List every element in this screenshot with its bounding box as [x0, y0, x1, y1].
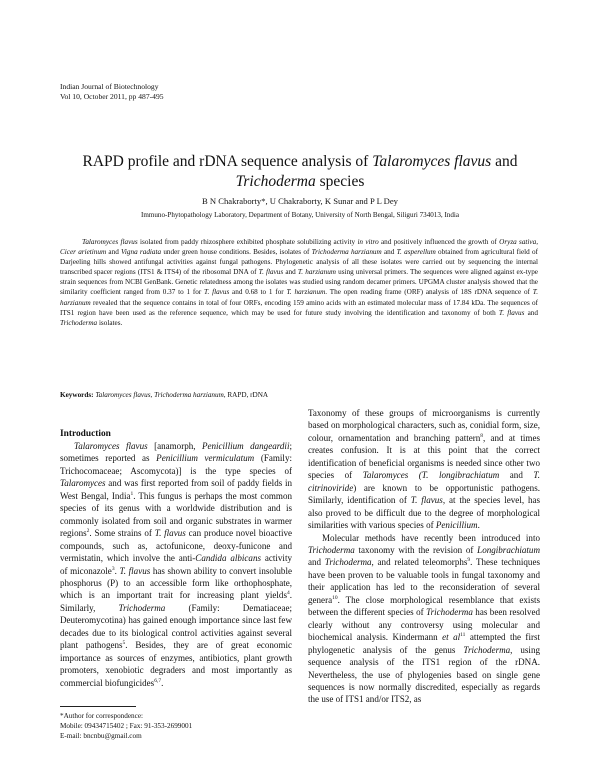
text-run: ) are known to be opportunistic pathogens. Similarly, identification of: [308, 482, 540, 506]
italic-term: in vitro: [357, 238, 379, 246]
reference-number: 5: [122, 640, 126, 647]
italic-term: Trichoderma: [60, 318, 98, 327]
text-run: . This fungus is perhaps the most common species of its genus with a worldwide distribution and is commonly isolated from soil and organic substrates in warmer regions: [60, 490, 292, 539]
reference-number: 2: [86, 528, 90, 535]
text-run: Molecular methods have recently been introduced into: [322, 532, 540, 543]
italic-term: T. citrinoviride: [308, 470, 540, 493]
right-column: [308, 407, 540, 706]
text-run: , at the species level, has also proved to be difficult due to the degree of morphological similarities with various species of: [308, 495, 541, 531]
text-run: can produce novel bioactive compounds, such as, actofunicone, deoxy-funicone and vermistatin, which involve the anti-: [60, 528, 292, 564]
italic-term: Trichoderma harzianum: [311, 248, 382, 257]
reference-number: 10: [332, 594, 338, 601]
text-run: has shown ability to convert insoluble phosphorus (P) to an accessible form like orthophosphate, which is an important trait for increasing plant yields: [60, 565, 292, 601]
text-run: and: [283, 268, 298, 277]
reference-number: 4: [286, 590, 290, 597]
italic-term: T. harzianum: [297, 268, 336, 277]
italic-term: Trichoderma: [118, 602, 166, 613]
text-run: isolated from paddy rhizosphere exhibited phosphate solubilizing activity: [137, 238, 358, 246]
footnote-label: *Author for correspondence:: [60, 712, 144, 720]
left-column: [60, 407, 292, 689]
keywords-list: [94, 391, 269, 399]
text-run: and: [381, 248, 397, 257]
author-list: B N Chakraborty*, U Chakraborty, K Sunar and P L Dey: [202, 196, 398, 206]
title-part-1: RAPD profile and rDNA sequence analysis of: [82, 153, 373, 170]
text-run: . Besides, they are of great economic importance as sources of enzymes, antibiotics, plant growth promoters, xenobiotic degraders and most importantly as commercial biofungicides: [60, 640, 292, 688]
italic-term: Penicillium: [435, 520, 478, 531]
paragraph: [60, 440, 292, 689]
italic-term: Penicillium vermiculatum: [156, 453, 255, 464]
journal-name: Indian Journal of Biotechnology: [60, 82, 159, 91]
reference-number: 8: [480, 432, 484, 439]
reference-number: 6,7: [154, 677, 162, 684]
text-run: . The close morphological resemblance that exists between the different species of: [308, 594, 540, 618]
italic-term: T. harzianum: [286, 288, 326, 297]
text-run: . These techniques have been proven to be valuable tools in fungal taxonomy and their application has led to the reconsideration of several genera: [308, 557, 540, 605]
text-run: (Family: Dematiaceae; Deuteromycotina) has gained enough importance since last few decades due to its biological control activities against several plant pathogens: [60, 602, 292, 651]
italic-term: Trichoderma harzianum: [154, 391, 224, 399]
footnote-phone: Mobile: 09434715402 ; Fax: 91-353-2699001: [60, 721, 193, 730]
text-run: (Family: Trichocomaceae; Ascomycota)] is the type species of: [60, 453, 292, 476]
journal-header: [60, 82, 164, 102]
text-run: and: [106, 248, 122, 257]
text-run: and: [308, 557, 325, 568]
italic-term: Talaromyces flavus: [74, 441, 148, 451]
correspondence-footnote: [60, 712, 192, 741]
keywords: [60, 391, 538, 399]
italic-term: Vigna radiata: [121, 248, 162, 257]
text-run: revealed that the sequence contains in total of four ORFs, encoding 159 amino acids with an estimated molecular mass of 17.84 kDa. The sequences of ITS1 region have been used as the reference sequence, which may be used for future study involving the identification and taxonomy of both: [60, 298, 538, 317]
text-run: under green house conditions. Besides, isolates of: [161, 248, 312, 257]
text-run: ,: [150, 391, 155, 399]
italic-term: T. harzianum: [60, 288, 538, 307]
text-run: Taxonomy of these groups of microorganisms is currently based on morphological characters, such as, conidial form, size, colour, ornamentation and branching pattern: [308, 408, 540, 443]
text-run: . Similarly,: [60, 590, 292, 613]
text-run: ; sometimes reported as: [60, 441, 292, 464]
abstract: [60, 237, 538, 328]
italic-term: T. flavus: [410, 495, 443, 506]
reference-number: 9: [467, 557, 471, 564]
journal-issue: Vol 10, October 2011, pp 487-495: [60, 92, 164, 101]
italic-term: Talaromyces flavus: [82, 238, 138, 246]
italic-term: T. flavus: [154, 528, 186, 539]
text-run: and 0.68 to 1 for: [229, 288, 287, 297]
title-part-2: and: [491, 153, 518, 170]
text-run: , RAPD, rDNA: [223, 391, 269, 399]
text-run: activity of miconazole: [60, 553, 292, 576]
keywords-label: Keywords:: [60, 391, 94, 399]
text-run: , and related teleomorphs: [371, 557, 468, 568]
italic-term: Oryza sativa, Cicer arietinum: [60, 238, 538, 257]
text-run: and was first reported from soil of paddy fields in West Bengal, India: [60, 478, 292, 501]
paper-title: [40, 152, 560, 192]
title-part-3: species: [315, 173, 365, 190]
italic-term: Trichoderma: [426, 607, 473, 618]
text-run: using universal primers. The sequences were aligned against ex-type strain sequences from NCBI GenBank. Genetic relatedness among the isolates was studied using random decamer primers. UPGMA cluster analysis showed that the similarity coefficient ranged from 0.37 to 1 for: [60, 268, 538, 297]
italic-term: T. asperellum: [396, 248, 436, 257]
affiliation: Immuno-Phytopathology Laboratory, Department of Botany, University of North Bengal, Siliguri 734013, India: [140, 211, 460, 219]
italic-term: Trichoderma: [324, 557, 372, 568]
text-run: and: [524, 308, 538, 317]
reference-number: 3: [111, 565, 115, 572]
text-run: obtained from agricultural field of Darjeeling hills showed antifungal activities against fungal pathogens. Phylogenetic analysis of all these isolates were carried out by sequencing the internal transcribed spacer regions (ITS1 & ITS4) of the ribosomal DNA of: [60, 248, 538, 277]
italic-term: Talaromyces: [60, 478, 106, 489]
italic-term: Penicillium dangeardii: [201, 441, 290, 451]
italic-term: T. flavus: [119, 565, 151, 576]
text-run: . The open reading frame (ORF) analysis of 18S rDNA sequence of: [325, 288, 533, 297]
text-run: and: [499, 470, 534, 481]
text-run: taxonomy with the revision of: [354, 544, 478, 555]
italic-term: Longibrachiatum: [477, 544, 540, 555]
text-run: .: [477, 520, 480, 531]
italic-term: et al: [442, 632, 461, 643]
italic-term: Candida albicans: [195, 553, 261, 564]
title-italic-2: Trichoderma: [235, 173, 316, 190]
italic-term: T. flavus: [204, 288, 230, 297]
text-run: .: [161, 677, 164, 688]
reference-number: 1: [130, 490, 134, 497]
title-italic-1: Talaromyces flavus: [372, 153, 492, 170]
paragraph: [308, 532, 540, 706]
italic-term: Talaromyces (T. longibrachiatum: [362, 470, 500, 481]
text-run: attempted the first phylogenetic analysis of the genus: [308, 632, 540, 655]
footnote-divider: [60, 706, 136, 707]
text-run: , and at times creates confusion. It is at this point that the correct identification of beneficial organisms is needed since other two species of: [308, 432, 540, 481]
italic-term: T. flavus: [258, 268, 284, 277]
section-heading-introduction: Introduction: [60, 429, 111, 439]
italic-term: Trichoderma: [463, 644, 511, 655]
reference-number: 11: [460, 632, 466, 639]
footnote-email: E-mail: bncnbu@gmail.com: [60, 731, 142, 740]
text-run: .: [114, 565, 120, 576]
text-run: [anamorph,: [147, 441, 202, 451]
italic-term: T. flavus: [498, 308, 525, 317]
paragraph: [308, 407, 540, 532]
text-run: isolates.: [97, 318, 123, 327]
italic-term: Trichoderma: [308, 544, 355, 555]
text-run: . Some strains of: [89, 528, 155, 539]
text-run: , using sequence analysis of the ITS1 region of the rDNA. Nevertheless, the use of phylogenies based on single gene sequences is now normally discredited, especially as regards the use of ITS1 and/or ITS2, as: [308, 644, 540, 705]
italic-term: Talaromyces flavus: [95, 391, 151, 399]
text-run: and positively influenced the growth of: [378, 238, 500, 246]
text-run: has been resolved clearly without any controversy using molecular and biochemical analysis. Kindermann: [308, 607, 540, 643]
